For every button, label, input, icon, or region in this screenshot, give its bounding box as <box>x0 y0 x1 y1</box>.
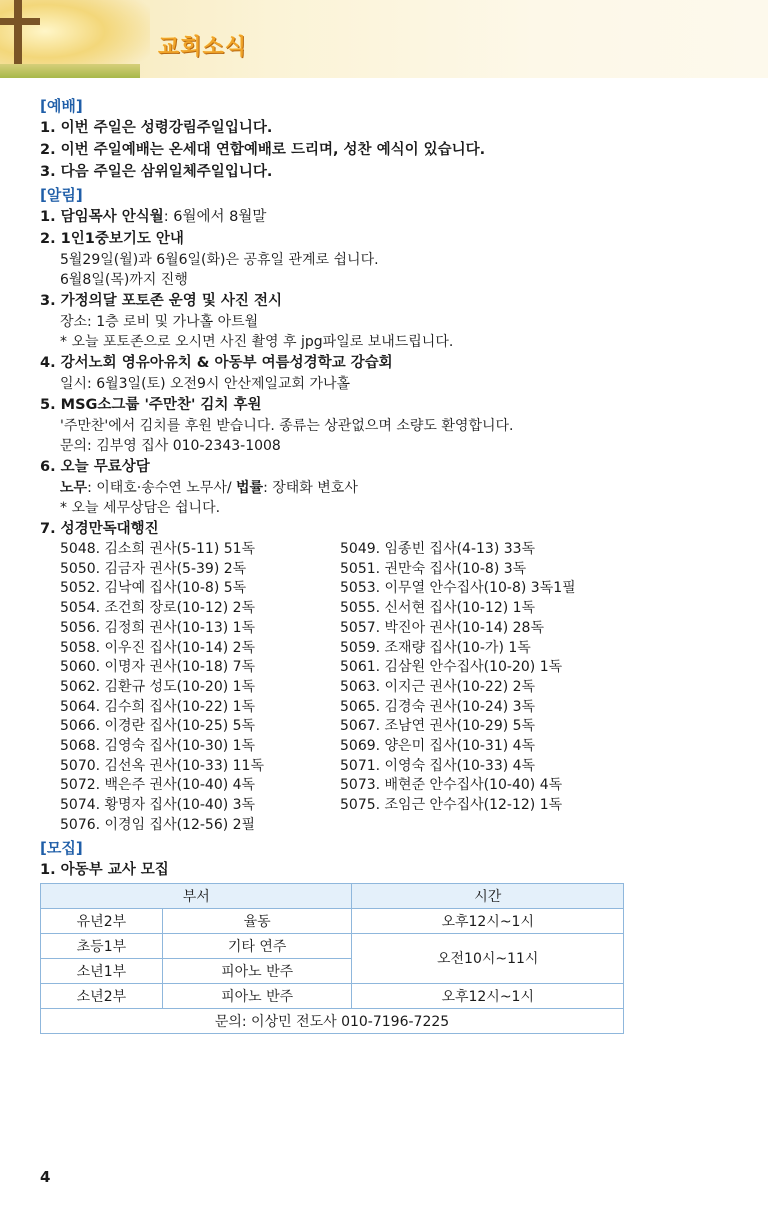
list-item: 5070. 김선옥 권사(10-33) 11독 <box>60 757 264 774</box>
notice-item-7-title: 7. 성경만독대행진 <box>40 521 159 537</box>
cell-contact: 문의: 이상민 전도사 010-7196-7225 <box>41 1008 624 1033</box>
notice-item-2-title: 2. 1인1중보기도 안내 <box>40 231 184 247</box>
notice-item-5-title: 5. MSG소그룹 '주만찬' 김치 후원 <box>40 397 262 413</box>
cell-role: 피아노 반주 <box>162 958 352 983</box>
notice-item-5-line: 문의: 김부영 집사 010-2343-1008 <box>60 438 281 454</box>
notice-item-1 <box>40 206 740 228</box>
list-item: 5054. 조건희 장로(10-12) 2독 <box>60 600 256 617</box>
notice-item-3-title: 3. 가정의달 포토존 운영 및 사진 전시 <box>40 293 282 309</box>
list-item: 5057. 박진아 권사(10-14) 28독 <box>340 619 544 636</box>
table-row <box>41 983 624 1008</box>
notice-item-2-line: 6월8일(목)까지 진행 <box>60 272 188 288</box>
list-item: 5075. 조임근 안수집사(12-12) 1독 <box>340 797 563 814</box>
labor-value: : 이태호·송수연 노무사/ <box>87 480 237 496</box>
cell-role: 피아노 반주 <box>162 983 352 1008</box>
list-item: 5055. 신서현 집사(10-12) 1독 <box>340 600 536 617</box>
notice-item-1-title: 1. 담임목사 안식월 <box>40 209 164 225</box>
page-number: 4 <box>40 1168 51 1186</box>
list-item: 5071. 이영숙 집사(10-33) 4독 <box>340 757 536 774</box>
notice-item-4-title: 4. 강서노회 영유아유치 & 아동부 여름성경학교 강습회 <box>40 355 393 371</box>
law-value: : 장태화 변호사 <box>263 480 358 496</box>
list-item: 5048. 김소희 권사(5-11) 51독 <box>60 541 256 557</box>
header-grass <box>0 64 140 78</box>
cell-role: 기타 연주 <box>162 933 352 958</box>
list-item: 5072. 백은주 권사(10-40) 4독 <box>60 777 256 794</box>
list-item: 5052. 김낙예 집사(10-8) 5독 <box>60 580 247 597</box>
notice-item-2-line: 5월29일(월)과 6월6일(화)은 공휴일 관계로 쉽니다. <box>60 252 379 268</box>
bible-reading-list <box>40 540 740 836</box>
notice-item-3-line: * 오늘 포토존으로 오시면 사진 촬영 후 jpg파일로 보내드립니다. <box>60 334 454 350</box>
cell-dept: 유년2부 <box>41 908 163 933</box>
content <box>40 94 740 1034</box>
list-item: 5076. 이경임 집사(12-56) 2필 <box>60 816 256 833</box>
list-item: 5062. 김환규 성도(10-20) 1독 <box>60 678 256 695</box>
list-item: 5064. 김수희 집사(10-22) 1독 <box>60 698 256 715</box>
cell-dept: 소년2부 <box>41 983 163 1008</box>
list-item: 5059. 조재량 집사(10-가) 1독 <box>340 639 531 656</box>
counsel-note: * 오늘 세무상담은 쉽니다. <box>60 500 221 516</box>
cell-time: 오후12시~1시 <box>352 983 624 1008</box>
list-item: 5058. 이우진 집사(10-14) 2독 <box>60 639 256 656</box>
list-item: 5060. 이명자 권사(10-18) 7독 <box>60 659 256 676</box>
notice-item-5-line: '주만찬'에서 김치를 후원 받습니다. 종류는 상관없으며 소량도 환영합니다. <box>60 418 514 434</box>
header-time: 시간 <box>352 883 624 908</box>
notice-item-6-title: 6. 오늘 무료상담 <box>40 459 150 475</box>
notice-item-1-detail: : 6월에서 8월말 <box>163 209 267 225</box>
page-header <box>0 0 768 78</box>
list-item: 5053. 이무열 안수집사(10-8) 3독1필 <box>340 580 576 597</box>
law-label: 법률 <box>236 480 264 496</box>
list-item: 5065. 김경숙 권사(10-24) 3독 <box>340 698 536 715</box>
cross-icon-bar <box>0 18 40 25</box>
list-item: 5061. 김삼원 안수집사(10-20) 1독 <box>340 659 563 676</box>
list-item: 5063. 이지근 권사(10-22) 2독 <box>340 678 536 695</box>
list-item: 5067. 조남연 권사(10-29) 5독 <box>340 718 536 735</box>
list-item: 5073. 배현준 안수집사(10-40) 4독 <box>340 777 563 794</box>
counsel-line <box>40 478 740 498</box>
section-notice-heading: [알림] <box>40 186 83 204</box>
table-row <box>41 933 624 958</box>
table-row <box>41 908 624 933</box>
header-dept: 부서 <box>41 883 352 908</box>
recruit-table <box>40 883 624 1034</box>
list-item: 5069. 양은미 집사(10-31) 4독 <box>340 738 536 755</box>
recruit-item-1: 1. 아동부 교사 모집 <box>40 861 169 878</box>
cell-dept: 초등1부 <box>41 933 163 958</box>
cell-time: 오후12시~1시 <box>352 908 624 933</box>
list-item: 5049. 임종빈 집사(4-13) 33독 <box>340 541 536 557</box>
list-item: 5050. 김금자 권사(5-39) 2독 <box>60 560 247 577</box>
page-title: 교회소식 <box>158 35 248 60</box>
cross-icon <box>14 0 22 66</box>
worship-item: 2. 이번 주일예배는 온세대 연합예배로 드리며, 성찬 예식이 있습니다. <box>40 142 486 158</box>
list-item: 5051. 권만숙 집사(10-8) 3독 <box>340 560 527 577</box>
notice-item-4-line: 일시: 6월3일(토) 오전9시 안산제일교회 가나홀 <box>60 376 351 392</box>
cell-role: 율동 <box>162 908 352 933</box>
cell-time: 오전10시~11시 <box>352 933 624 983</box>
labor-label: 노무 <box>60 480 88 496</box>
section-worship-heading: [예배] <box>40 97 83 115</box>
table-row <box>41 1008 624 1033</box>
list-item: 5068. 김영숙 집사(10-30) 1독 <box>60 738 256 755</box>
worship-item: 3. 다음 주일은 삼위일체주일입니다. <box>40 164 273 180</box>
worship-item: 1. 이번 주일은 성령강림주일입니다. <box>40 120 273 136</box>
section-recruit-heading: [모집] <box>40 838 83 857</box>
list-item: 5066. 이경란 집사(10-25) 5독 <box>60 718 256 735</box>
table-header-row <box>41 883 624 908</box>
notice-item-3-line: 장소: 1층 로비 및 가나홀 아트월 <box>60 314 259 330</box>
list-item: 5074. 황명자 집사(10-40) 3독 <box>60 797 256 814</box>
list-item: 5056. 김정희 권사(10-13) 1독 <box>60 619 256 636</box>
cell-dept: 소년1부 <box>41 958 163 983</box>
